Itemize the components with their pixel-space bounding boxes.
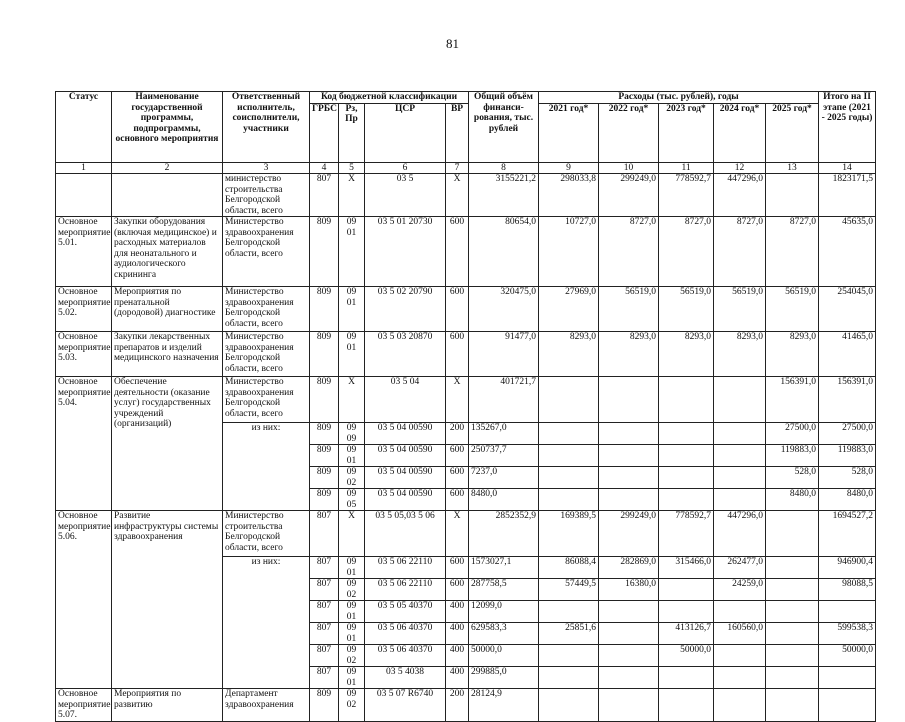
- name-cell: Мероприятия по развитию: [112, 689, 223, 722]
- y2025-cell: [766, 667, 819, 689]
- header-2022: 2022 год*: [599, 103, 659, 162]
- header-rz: Рз, Пр: [339, 103, 365, 162]
- vr-cell: Х: [446, 174, 469, 217]
- y2022-cell: [599, 467, 659, 489]
- csr-cell: 03 5 06 22110: [365, 557, 446, 579]
- name-cell: Обеспечение деятельности (оказание услуг) государственных учреждений (организаций): [112, 377, 223, 511]
- grbs-cell: 809: [310, 287, 339, 332]
- grbs-cell: 807: [310, 667, 339, 689]
- col-number: 9: [539, 162, 599, 174]
- itog-cell: 254045,0: [819, 287, 876, 332]
- col-number: 1: [56, 162, 112, 174]
- y2021-cell: [539, 489, 599, 511]
- executor-cell: Министерство здравоохранения Белгородской области, всего: [223, 332, 310, 377]
- y2025-cell: 156391,0: [766, 377, 819, 423]
- grbs-cell: 807: [310, 645, 339, 667]
- header-executor: Ответственный исполнитель, соисполнители, участники: [223, 92, 310, 163]
- vr-cell: 400: [446, 667, 469, 689]
- itog-cell: 8480,0: [819, 489, 876, 511]
- table-row: [56, 511, 876, 557]
- col-number: 14: [819, 162, 876, 174]
- itog-cell: 946900,4: [819, 557, 876, 579]
- y2021-cell: [539, 445, 599, 467]
- y2022-cell: 282869,0: [599, 557, 659, 579]
- header-budget-code: Код бюджетной классификации: [310, 92, 469, 104]
- y2024-cell: 56519,0: [714, 287, 766, 332]
- y2023-cell: [659, 377, 714, 423]
- total-cell: 401721,7: [469, 377, 539, 423]
- executor-cell: министерство строительства Белгородской области, всего: [223, 174, 310, 217]
- y2024-cell: [714, 489, 766, 511]
- name-cell: Мероприятия по пренатальной (дородовой) диагностике: [112, 287, 223, 332]
- y2023-cell: [659, 467, 714, 489]
- rz-cell: 09 02: [339, 689, 365, 722]
- csr-cell: 03 5 04 00590: [365, 489, 446, 511]
- table-row: [56, 217, 876, 287]
- grbs-cell: 809: [310, 467, 339, 489]
- executor-cell: Министерство здравоохранения Белгородской области, всего: [223, 287, 310, 332]
- y2022-cell: 299249,0: [599, 511, 659, 557]
- y2024-cell: [714, 445, 766, 467]
- rz-cell: 09 01: [339, 217, 365, 287]
- col-number: 6: [365, 162, 446, 174]
- vr-cell: 600: [446, 489, 469, 511]
- col-number: 11: [659, 162, 714, 174]
- y2021-cell: [539, 377, 599, 423]
- y2021-cell: [539, 667, 599, 689]
- csr-cell: 03 5 02 20790: [365, 287, 446, 332]
- itog-cell: 528,0: [819, 467, 876, 489]
- y2025-cell: [766, 557, 819, 579]
- y2023-cell: [659, 579, 714, 601]
- itog-cell: [819, 601, 876, 623]
- y2021-cell: 8293,0: [539, 332, 599, 377]
- grbs-cell: 809: [310, 217, 339, 287]
- col-number: 5: [339, 162, 365, 174]
- status-cell: Основное мероприятие 5.06.: [56, 511, 112, 689]
- y2024-cell: 24259,0: [714, 579, 766, 601]
- name-cell: Развитие инфраструктуры системы здравоохранения: [112, 511, 223, 689]
- y2023-cell: [659, 445, 714, 467]
- y2022-cell: [599, 601, 659, 623]
- csr-cell: 03 5 03 20870: [365, 332, 446, 377]
- y2025-cell: 8480,0: [766, 489, 819, 511]
- y2022-cell: [599, 377, 659, 423]
- csr-cell: 03 5 07 R6740: [365, 689, 446, 722]
- y2025-cell: 8727,0: [766, 217, 819, 287]
- y2023-cell: [659, 423, 714, 445]
- itog-cell: 1823171,5: [819, 174, 876, 217]
- y2024-cell: 262477,0: [714, 557, 766, 579]
- sub-label: из них:: [223, 423, 310, 445]
- vr-cell: 600: [446, 579, 469, 601]
- vr-cell: 200: [446, 689, 469, 722]
- y2022-cell: 8293,0: [599, 332, 659, 377]
- grbs-cell: 809: [310, 489, 339, 511]
- csr-cell: 03 5 04 00590: [365, 445, 446, 467]
- y2021-cell: 25851,6: [539, 623, 599, 645]
- itog-cell: [819, 689, 876, 722]
- col-number: 13: [766, 162, 819, 174]
- itog-cell: 599538,3: [819, 623, 876, 645]
- rz-cell: 09 01: [339, 557, 365, 579]
- vr-cell: 600: [446, 217, 469, 287]
- status-cell: Основное мероприятие 5.02.: [56, 287, 112, 332]
- rz-cell: 09 01: [339, 445, 365, 467]
- vr-cell: 600: [446, 467, 469, 489]
- y2023-cell: 8727,0: [659, 217, 714, 287]
- csr-cell: 03 5 04 00590: [365, 423, 446, 445]
- y2025-cell: [766, 579, 819, 601]
- y2025-cell: 528,0: [766, 467, 819, 489]
- table-row: [56, 174, 876, 217]
- total-cell: 135267,0: [469, 423, 539, 445]
- total-cell: 320475,0: [469, 287, 539, 332]
- grbs-cell: 809: [310, 423, 339, 445]
- status-cell: Основное мероприятие 5.04.: [56, 377, 112, 511]
- itog-cell: 119883,0: [819, 445, 876, 467]
- col-number: 4: [310, 162, 339, 174]
- total-cell: 287758,5: [469, 579, 539, 601]
- y2023-cell: 778592,7: [659, 511, 714, 557]
- y2022-cell: 8727,0: [599, 217, 659, 287]
- itog-cell: [819, 667, 876, 689]
- total-cell: 250737,7: [469, 445, 539, 467]
- table-row: [56, 689, 876, 722]
- y2021-cell: [539, 689, 599, 722]
- y2025-cell: [766, 511, 819, 557]
- vr-cell: 600: [446, 332, 469, 377]
- rz-cell: 09 09: [339, 423, 365, 445]
- rz-cell: 09 02: [339, 645, 365, 667]
- csr-cell: 03 5 05 40370: [365, 601, 446, 623]
- y2023-cell: 56519,0: [659, 287, 714, 332]
- y2025-cell: [766, 645, 819, 667]
- header-total: Общий объём финанси-рования, тыс. рублей: [469, 92, 539, 163]
- header-name: Наименование государственной программы, подпрограммы, основного мероприятия: [112, 92, 223, 163]
- y2023-cell: 778592,7: [659, 174, 714, 217]
- total-cell: 629583,3: [469, 623, 539, 645]
- grbs-cell: 807: [310, 511, 339, 557]
- y2023-cell: [659, 689, 714, 722]
- name-cell: [112, 174, 223, 217]
- col-number: 7: [446, 162, 469, 174]
- col-number: 10: [599, 162, 659, 174]
- csr-cell: 03 5 05,03 5 06: [365, 511, 446, 557]
- total-cell: 80654,0: [469, 217, 539, 287]
- y2023-cell: [659, 601, 714, 623]
- grbs-cell: 807: [310, 174, 339, 217]
- rz-cell: 09 01: [339, 332, 365, 377]
- y2024-cell: 8727,0: [714, 217, 766, 287]
- y2024-cell: [714, 601, 766, 623]
- rz-cell: Х: [339, 511, 365, 557]
- y2021-cell: [539, 645, 599, 667]
- col-number: 12: [714, 162, 766, 174]
- y2024-cell: 447296,0: [714, 174, 766, 217]
- grbs-cell: 807: [310, 601, 339, 623]
- vr-cell: 400: [446, 623, 469, 645]
- y2021-cell: 10727,0: [539, 217, 599, 287]
- grbs-cell: 807: [310, 557, 339, 579]
- status-cell: [56, 174, 112, 217]
- y2021-cell: [539, 423, 599, 445]
- budget-table: [55, 91, 876, 722]
- name-cell: Закупки лекарственных препаратов и изделий медицинского назначения: [112, 332, 223, 377]
- vr-cell: 400: [446, 645, 469, 667]
- rz-cell: 09 02: [339, 467, 365, 489]
- y2021-cell: [539, 467, 599, 489]
- y2022-cell: [599, 623, 659, 645]
- grbs-cell: 809: [310, 377, 339, 423]
- rz-cell: 09 05: [339, 489, 365, 511]
- grbs-cell: 807: [310, 623, 339, 645]
- header-2023: 2023 год*: [659, 103, 714, 162]
- itog-cell: 156391,0: [819, 377, 876, 423]
- status-cell: Основное мероприятие 5.07.: [56, 689, 112, 722]
- y2025-cell: [766, 601, 819, 623]
- y2024-cell: [714, 667, 766, 689]
- y2022-cell: [599, 445, 659, 467]
- rz-cell: 09 01: [339, 667, 365, 689]
- y2024-cell: [714, 377, 766, 423]
- rz-cell: 09 02: [339, 579, 365, 601]
- itog-cell: 98088,5: [819, 579, 876, 601]
- y2024-cell: 160560,0: [714, 623, 766, 645]
- header-grbs: ГРБС: [310, 103, 339, 162]
- total-cell: 12099,0: [469, 601, 539, 623]
- y2025-cell: 27500,0: [766, 423, 819, 445]
- y2023-cell: 315466,0: [659, 557, 714, 579]
- total-cell: 91477,0: [469, 332, 539, 377]
- table-row: [56, 332, 876, 377]
- header-vr: ВР: [446, 103, 469, 162]
- executor-cell: Министерство здравоохранения Белгородской области, всего: [223, 217, 310, 287]
- csr-cell: 03 5 06 40370: [365, 623, 446, 645]
- y2024-cell: 447296,0: [714, 511, 766, 557]
- y2022-cell: [599, 645, 659, 667]
- y2024-cell: [714, 645, 766, 667]
- y2022-cell: [599, 489, 659, 511]
- y2024-cell: [714, 467, 766, 489]
- itog-cell: 1694527,2: [819, 511, 876, 557]
- total-cell: 1573027,1: [469, 557, 539, 579]
- col-number: 2: [112, 162, 223, 174]
- y2023-cell: 8293,0: [659, 332, 714, 377]
- total-cell: 50000,0: [469, 645, 539, 667]
- table-row: [56, 377, 876, 423]
- vr-cell: 600: [446, 557, 469, 579]
- rz-cell: 09 01: [339, 287, 365, 332]
- itog-cell: 41465,0: [819, 332, 876, 377]
- grbs-cell: 809: [310, 445, 339, 467]
- col-number: 3: [223, 162, 310, 174]
- vr-cell: 400: [446, 601, 469, 623]
- y2022-cell: 299249,0: [599, 174, 659, 217]
- csr-cell: 03 5 04 00590: [365, 467, 446, 489]
- y2024-cell: [714, 689, 766, 722]
- y2025-cell: 119883,0: [766, 445, 819, 467]
- y2024-cell: 8293,0: [714, 332, 766, 377]
- total-cell: 8480,0: [469, 489, 539, 511]
- y2025-cell: [766, 689, 819, 722]
- y2025-cell: [766, 174, 819, 217]
- y2023-cell: 50000,0: [659, 645, 714, 667]
- status-cell: Основное мероприятие 5.01.: [56, 217, 112, 287]
- y2022-cell: 16380,0: [599, 579, 659, 601]
- y2023-cell: [659, 489, 714, 511]
- rz-cell: 09 01: [339, 623, 365, 645]
- y2022-cell: [599, 423, 659, 445]
- header-2025: 2025 год*: [766, 103, 819, 162]
- y2021-cell: [539, 601, 599, 623]
- header-csr: ЦСР: [365, 103, 446, 162]
- y2021-cell: 86088,4: [539, 557, 599, 579]
- total-cell: 2852352,9: [469, 511, 539, 557]
- grbs-cell: 809: [310, 332, 339, 377]
- y2024-cell: [714, 423, 766, 445]
- y2021-cell: 169389,5: [539, 511, 599, 557]
- rz-cell: Х: [339, 174, 365, 217]
- y2025-cell: 56519,0: [766, 287, 819, 332]
- header-itog: Итого на II этапе (2021 - 2025 годы): [819, 92, 876, 163]
- total-cell: 3155221,2: [469, 174, 539, 217]
- status-cell: Основное мероприятие 5.03.: [56, 332, 112, 377]
- csr-cell: 03 5 4038: [365, 667, 446, 689]
- csr-cell: 03 5 06 40370: [365, 645, 446, 667]
- vr-cell: 600: [446, 287, 469, 332]
- itog-cell: 45635,0: [819, 217, 876, 287]
- itog-cell: 27500,0: [819, 423, 876, 445]
- itog-cell: 50000,0: [819, 645, 876, 667]
- y2022-cell: [599, 667, 659, 689]
- header-status: Статус: [56, 92, 112, 163]
- executor-cell: Министерство строительства Белгородской области, всего: [223, 511, 310, 557]
- y2021-cell: 298033,8: [539, 174, 599, 217]
- grbs-cell: 807: [310, 579, 339, 601]
- rz-cell: 09 01: [339, 601, 365, 623]
- total-cell: 28124,9: [469, 689, 539, 722]
- y2025-cell: 8293,0: [766, 332, 819, 377]
- vr-cell: Х: [446, 511, 469, 557]
- csr-cell: 03 5: [365, 174, 446, 217]
- executor-cell: Министерство здравоохранения Белгородской области, всего: [223, 377, 310, 423]
- grbs-cell: 809: [310, 689, 339, 722]
- name-cell: Закупки оборудования (включая медицинское) и расходных материалов для неонатального и аудиологического скрининга: [112, 217, 223, 287]
- vr-cell: 600: [446, 445, 469, 467]
- vr-cell: Х: [446, 377, 469, 423]
- rz-cell: Х: [339, 377, 365, 423]
- y2023-cell: 413126,7: [659, 623, 714, 645]
- col-number: 8: [469, 162, 539, 174]
- header-2021: 2021 год*: [539, 103, 599, 162]
- vr-cell: 200: [446, 423, 469, 445]
- y2021-cell: 27969,0: [539, 287, 599, 332]
- total-cell: 7237,0: [469, 467, 539, 489]
- header-2024: 2024 год*: [714, 103, 766, 162]
- sub-label: из них:: [223, 557, 310, 579]
- executor-cell: Департамент здравоохранения: [223, 689, 310, 722]
- total-cell: 299885,0: [469, 667, 539, 689]
- page-number: 81: [446, 36, 459, 51]
- y2025-cell: [766, 623, 819, 645]
- y2022-cell: [599, 689, 659, 722]
- y2023-cell: [659, 667, 714, 689]
- header-expenses: Расходы (тыс. рублей), годы: [539, 92, 819, 104]
- csr-cell: 03 5 04: [365, 377, 446, 423]
- table-row: [56, 287, 876, 332]
- y2022-cell: 56519,0: [599, 287, 659, 332]
- y2021-cell: 57449,5: [539, 579, 599, 601]
- csr-cell: 03 5 01 20730: [365, 217, 446, 287]
- csr-cell: 03 5 06 22110: [365, 579, 446, 601]
